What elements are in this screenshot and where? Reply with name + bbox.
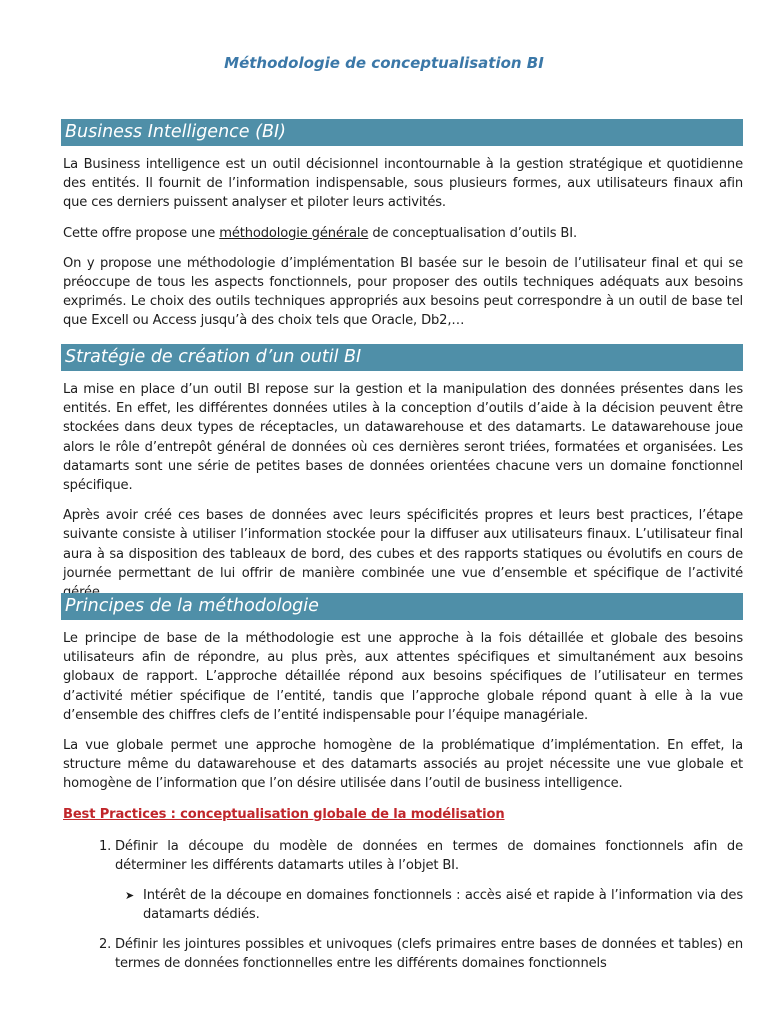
- item-text: Définir les jointures possibles et univoques (clefs primaires entre bases de données et tables) en termes de données fonctionnelles entre les différents domaines fonctionnels: [115, 936, 743, 971]
- paragraph-offer: [61, 224, 743, 243]
- sub-bullet-text: Intérêt de la découpe en domaines fonctionnels : accès aisé et rapide à l’information via des datamarts dédiés.: [143, 887, 743, 922]
- arrowhead-bullet-icon: ➤: [125, 888, 135, 902]
- item-number: 2.: [99, 936, 112, 952]
- section-heading: Principes de la méthodologie: [61, 593, 743, 620]
- offer-text-after: de conceptualisation d’outils BI.: [368, 225, 577, 241]
- item-number: 1.: [99, 838, 112, 854]
- section-strategie: [61, 344, 743, 613]
- paragraph: On y propose une méthodologie d’implémentation BI basée sur le besoin de l’utilisateur final et qui se préoccupe de tous les aspects fonctionnels, pour proposer des outils techniques adéquats aux besoins exprimés. Le choix des outils techniques appropriés aux besoins peut correspondre à un outil de base tel que Excell ou Access jusqu’à des choix tels que Oracle, Db2,…: [63, 255, 743, 329]
- numbered-item: [61, 837, 743, 875]
- numbered-item: [61, 935, 743, 973]
- paragraph: La mise en place d’un outil BI repose sur la gestion et la manipulation des données présentes dans les entités. En effet, les différentes données utiles à la conception d’outils d’aide à la décision peuvent être stockées dans deux types de réceptacles, un datawarehouse et des datamarts. Le datawarehouse joue alors le rôle d’entrepôt général de données où ces dernières seront triées, formatées et organisées. Les datamarts sont une série de petites bases de données orientées chacune vers un domaine fonctionnel spécifique.: [63, 382, 743, 494]
- section-business-intelligence: [61, 119, 743, 342]
- best-practices-heading: Best Practices : conceptualisation globale de la modélisation: [63, 806, 505, 822]
- paragraph: La Business intelligence est un outil décisionnel incontournable à la gestion stratégique et quotidienne des entités. Il fournit de l’information indispensable, sous plusieurs formes, aux utilisateurs finaux afin que ces derniers puissent analyser et piloter leurs activités.: [63, 157, 743, 211]
- section-principes: [61, 593, 743, 984]
- paragraph: La vue globale permet une approche homogène de la problématique d’implémentation. En effet, la structure même du datawarehouse et des datamarts associés au projet nécessite une vue globale et homogène de l’information que l’on désire utilisée dans l’outil de business intelligence.: [63, 738, 743, 792]
- section-heading: Stratégie de création d’un outil BI: [61, 344, 743, 371]
- offer-text-before: Cette offre propose une: [63, 225, 220, 241]
- section-heading: Business Intelligence (BI): [61, 119, 743, 146]
- methodology-link[interactable]: méthodologie générale: [219, 225, 369, 241]
- document-title: Méthodologie de conceptualisation BI: [224, 54, 544, 72]
- paragraph: Le principe de base de la méthodologie est une approche à la fois détaillée et globale des besoins utilisateurs afin de répondre, au plus près, aux attentes spécifiques et simultanément aux besoins globaux de rapport. L’approche détaillée répond aux besoins spécifiques de l’utilisateur en termes d’activité métier spécifique de l’entité, tandis que l’approche globale répond quant à elle à la vue d’ensemble des chiffres clefs de l’entité indispensable pour l’équipe managériale.: [63, 631, 743, 723]
- paragraph: Après avoir créé ces bases de données avec leurs spécificités propres et leurs best practices, l’étape suivante consiste à utiliser l’information stockée pour la diffuser aux utilisateurs finaux. L’utilisateur final aura à sa disposition des tableaux de bord, des cubes et des rapports statiques ou évolutifs en cours de journée permettant de lui offrir de manière combinée une vue d’ensemble et spécifique de l’activité: [63, 508, 743, 581]
- item-text: Définir la découpe du modèle de données en termes de domaines fonctionnels afin de déterminer les différents datamarts utiles à l’objet BI.: [115, 838, 743, 873]
- sub-bullet-item: [61, 886, 743, 924]
